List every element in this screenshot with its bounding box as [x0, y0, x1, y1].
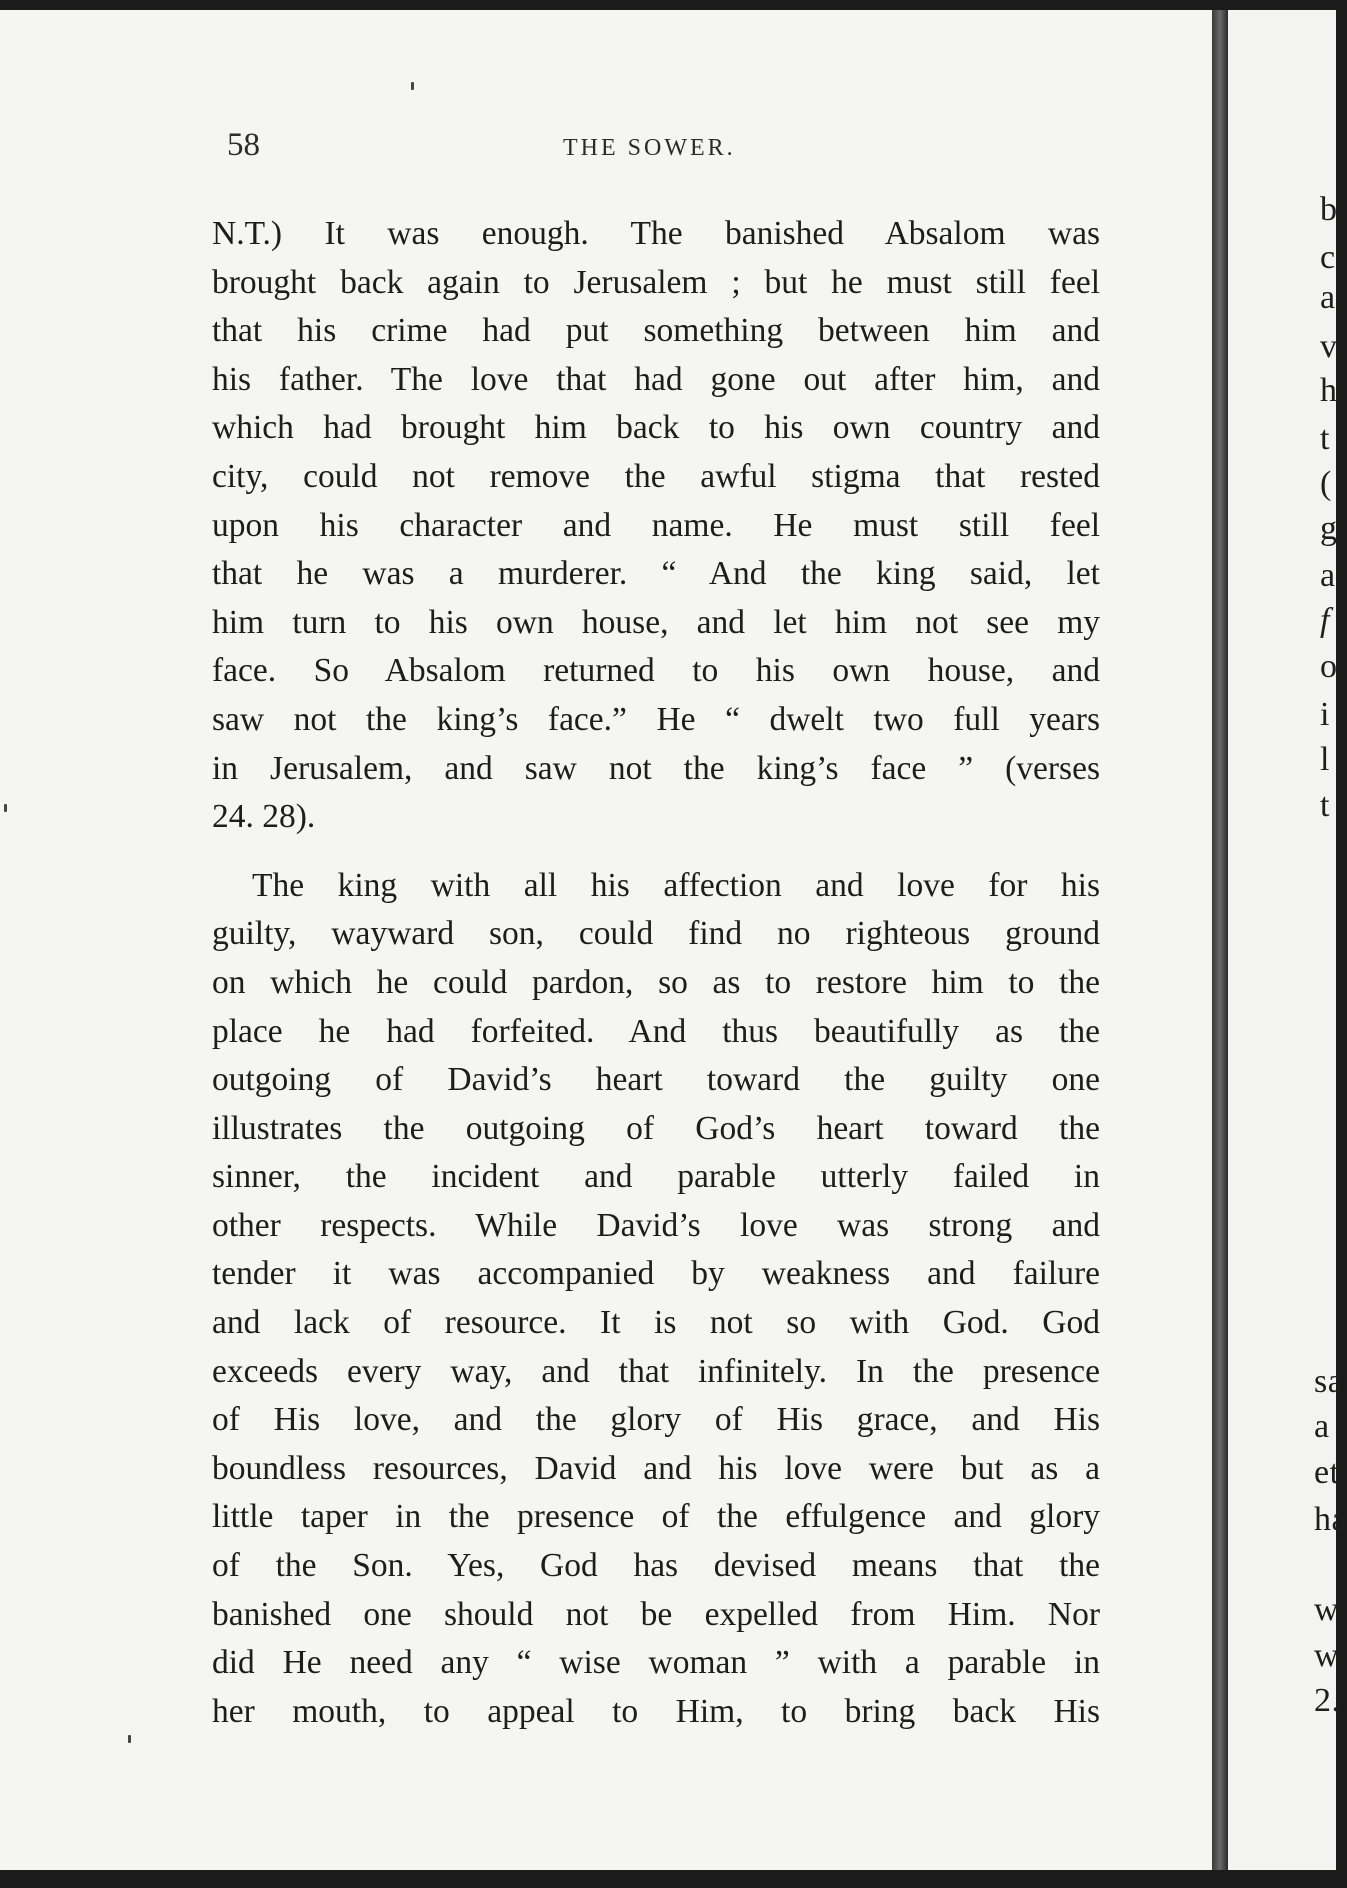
adjacent-page-fragment: sa — [1314, 1363, 1344, 1400]
text-line: which had brought him back to his own country and — [212, 409, 1100, 447]
scan-speck — [4, 804, 7, 812]
text-line: her mouth, to appeal to Him, to bring back His — [212, 1692, 1100, 1730]
text-line: upon his character and name. He must still feel — [212, 506, 1100, 544]
text-line: little taper in the presence of the effulgence and glory — [212, 1498, 1100, 1536]
text-line: brought back again to Jerusalem ; but he must still feel — [212, 263, 1100, 301]
adjacent-page-fragment: ( — [1320, 465, 1332, 502]
paragraph — [212, 210, 1100, 842]
text-line: exceeds every way, and that infinitely. In the presence — [212, 1352, 1100, 1390]
text-line: outgoing of David’s heart toward the guilty one — [212, 1061, 1100, 1099]
text-line: and lack of resource. It is not so with God. God — [212, 1304, 1100, 1342]
text-line: other respects. While David’s love was strong and — [212, 1206, 1100, 1244]
text-line: that his crime had put something between him and — [212, 312, 1100, 350]
scan-speck — [128, 1735, 131, 1743]
text-line: of His love, and the glory of His grace, and His — [212, 1401, 1100, 1439]
page-number: 58 — [227, 127, 260, 163]
adjacent-page-fragment: et — [1314, 1454, 1340, 1491]
text-line: sinner, the incident and parable utterly failed in — [212, 1158, 1100, 1196]
adjacent-page-fragment: a — [1320, 279, 1336, 316]
running-title: THE SOWER. — [563, 135, 736, 161]
adjacent-page-fragment: w — [1314, 1591, 1340, 1628]
book-spine — [1212, 10, 1228, 1870]
text-line: on which he could pardon, so as to restore him to the — [212, 963, 1100, 1001]
body-text — [212, 210, 1100, 1736]
text-line: face. So Absalom returned to his own house, and — [212, 652, 1100, 690]
text-line: 24. 28). — [212, 798, 316, 836]
text-line: illustrates the outgoing of God’s heart toward the — [212, 1109, 1100, 1147]
text-line: guilty, wayward son, could find no righteous ground — [212, 915, 1100, 953]
adjacent-page-fragment: c — [1320, 239, 1336, 276]
adjacent-page-fragment: ha — [1314, 1501, 1347, 1538]
text-line: place he had forfeited. And thus beautifully as the — [212, 1012, 1100, 1050]
text-line: city, could not remove the awful stigma that rested — [212, 457, 1100, 495]
adjacent-page-fragment: h — [1320, 372, 1338, 409]
adjacent-page-fragment: a — [1314, 1408, 1330, 1445]
text-line: tender it was accompanied by weakness and failure — [212, 1255, 1100, 1293]
text-line: of the Son. Yes, God has devised means that the — [212, 1547, 1100, 1585]
text-line: in Jerusalem, and saw not the king’s face ” (verses — [212, 749, 1100, 787]
adjacent-page-fragment: o — [1320, 648, 1338, 685]
text-line: that he was a murderer. “ And the king said, let — [212, 555, 1100, 593]
scan-speck — [411, 82, 414, 90]
adjacent-page-fragment: g — [1320, 510, 1338, 547]
adjacent-page-fragment: w — [1314, 1637, 1340, 1674]
adjacent-page-fragment: v — [1320, 328, 1338, 365]
adjacent-page-fragment: f — [1320, 602, 1330, 639]
text-line: N.T.) It was enough. The banished Absalom was — [212, 215, 1100, 252]
paragraph — [212, 862, 1100, 1737]
text-line: saw not the king’s face.” He “ dwelt two full years — [212, 700, 1100, 738]
page-header — [0, 127, 1212, 167]
adjacent-page-fragment: t — [1320, 787, 1330, 824]
adjacent-page — [1228, 10, 1347, 1870]
text-line: banished one should not be expelled from Him. Nor — [212, 1595, 1100, 1633]
adjacent-page-fragment: a — [1320, 557, 1336, 594]
adjacent-page-fragment: 2. — [1314, 1682, 1341, 1719]
adjacent-page-fragment: b — [1320, 191, 1338, 228]
text-line: him turn to his own house, and let him not see my — [212, 603, 1100, 641]
text-line: did He need any “ wise woman ” with a parable in — [212, 1644, 1100, 1682]
adjacent-page-fragment: l — [1320, 741, 1330, 778]
text-line: his father. The love that had gone out after him, and — [212, 360, 1100, 398]
adjacent-page-fragment: t — [1320, 420, 1330, 457]
adjacent-page-fragment: i — [1320, 696, 1330, 733]
text-line: boundless resources, David and his love were but as a — [212, 1449, 1100, 1487]
text-line: The king with all his affection and love for his — [252, 866, 1100, 904]
